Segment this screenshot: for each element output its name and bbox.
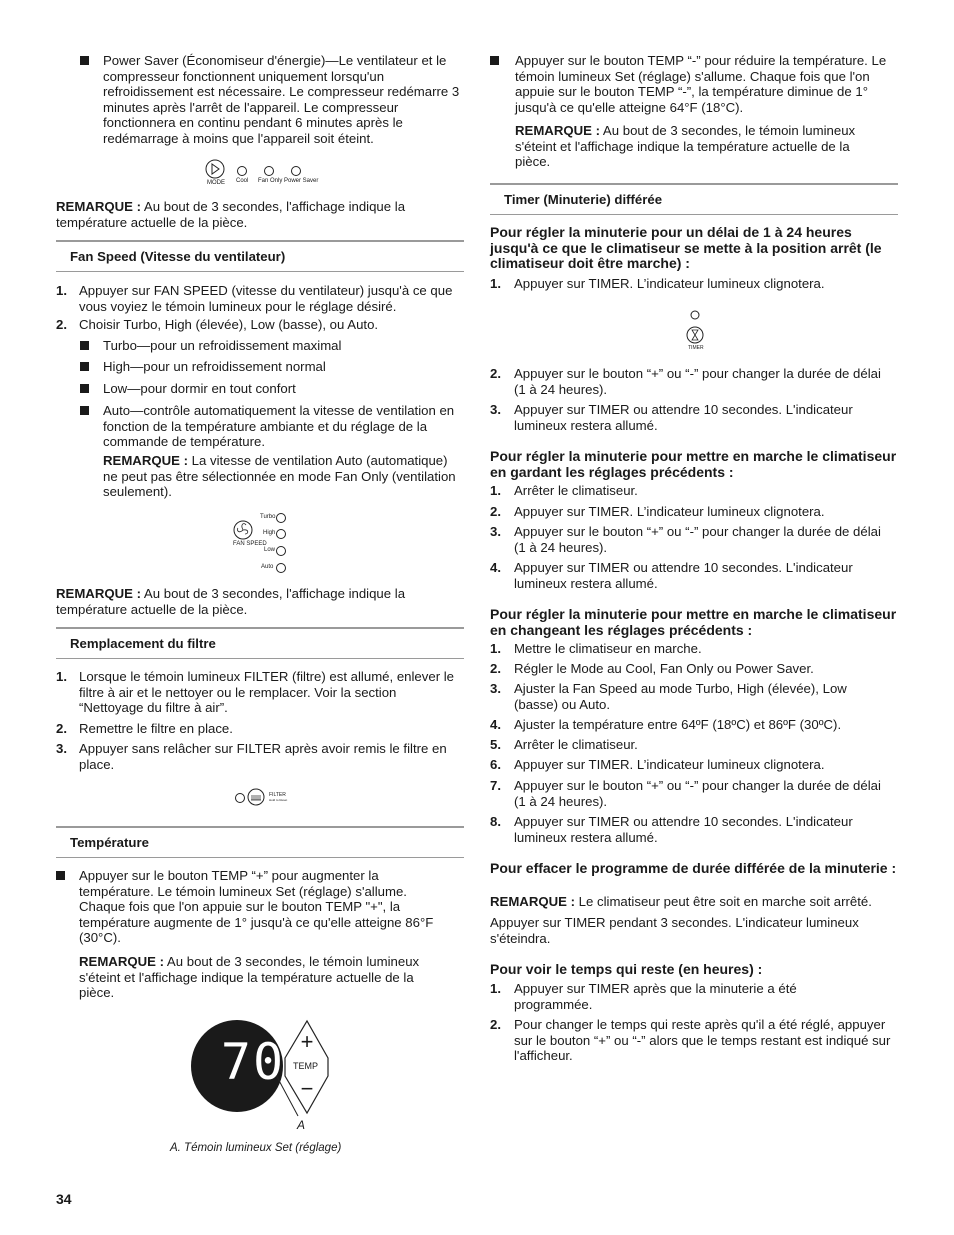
temp-plus-label: +: [300, 1029, 314, 1054]
section-timer: [490, 183, 898, 215]
note-text: Au bout de 3 secondes, le témoin lumineux s'éteint et l'affichage indique la température actuelle de la pièce.: [79, 954, 420, 1001]
timer-subheading-2: Pour régler la minuterie pour mettre en marche le climatiseur en gardant les réglages précédents :: [490, 448, 897, 480]
step-number: 1.: [490, 276, 501, 291]
note-text: Au bout de 3 secondes, le témoin lumineux s'éteint et l'affichage indique la température actuelle de la pièce.: [515, 123, 856, 170]
timer2-step-1: [490, 483, 900, 499]
section-filter: [56, 627, 464, 659]
step-number: 1.: [490, 981, 501, 996]
bullet-text: Appuyer sur le bouton TEMP “-” pour réduire la température. Le témoin lumineux Set (réglage) s'allume. Chaque fois que l'on appuie sur le bouton TEMP “-”, la température diminue de 1° jusqu'à ce qu'elle atteigne 64°F (18°C).: [515, 53, 887, 115]
bullet-square: [56, 871, 65, 880]
figure-caption: A. Témoin lumineux Set (réglage): [170, 1142, 342, 1154]
timer3-step-8: [490, 814, 900, 845]
temp-minus-note: [515, 123, 885, 170]
display-value: 70: [220, 1033, 286, 1091]
section-title: Remplacement du filtre: [70, 636, 216, 651]
bullet-square: [80, 362, 89, 371]
step-text: Mettre le climatiseur en marche.: [514, 641, 702, 656]
fan-speed-label: FAN SPEED: [233, 541, 267, 547]
marker-a: A: [297, 1118, 306, 1132]
step-text: Appuyer sur le bouton “+” ou “-” pour changer la durée de délai (1 à 24 heures).: [514, 366, 881, 397]
step-number: 4.: [490, 560, 501, 575]
fan-bullet-auto: [80, 403, 464, 450]
power-saver-label: Power Saver: [284, 178, 319, 184]
note-label: REMARQUE :: [79, 954, 164, 969]
high-label: High: [263, 530, 276, 536]
filter-indicator-icon: [236, 794, 245, 803]
step-text: Ajuster la température entre 64ºF (18ºC) et 86ºF (30ºC).: [514, 717, 842, 732]
step-number: 3.: [490, 402, 501, 417]
mode-button-icon: [206, 160, 224, 178]
timer3-step-3: [490, 681, 900, 712]
step-text: Appuyer sur FAN SPEED (vitesse du ventilateur) jusqu'à ce que vous voyiez le témoin lumineux pour le réglage désiré.: [79, 283, 453, 314]
bullet-square: [80, 56, 89, 65]
timer1-step-3: [490, 402, 900, 433]
fan-bullet-low: [80, 381, 464, 397]
timer4-text: Appuyer sur TIMER pendant 3 secondes. L'indicateur lumineux s'éteindra.: [490, 915, 859, 946]
filter-sub-label: Hold to Reset: [269, 798, 288, 802]
timer1-step-2: [490, 366, 900, 397]
fan-bullet-high: [80, 359, 464, 375]
step-text: Lorsque le témoin lumineux FILTER (filtre) est allumé, enlever le filtre à air et le nettoyer ou le remplacer. Voir la section “Nettoyage du filtre à air”.: [79, 669, 455, 716]
timer-subheading-1: Pour régler la minuterie pour un délai de 1 à 24 heures jusqu'à ce que le climatiseur se mette à la position arrêt (le climatiseur doit être marche) :: [490, 224, 882, 272]
step-number: 7.: [490, 778, 501, 793]
temp-label: TEMP: [293, 1061, 319, 1071]
step-number: 2.: [490, 504, 501, 519]
high-indicator-icon: [277, 530, 286, 539]
note-1: [56, 199, 464, 230]
fan-bullet-turbo: [80, 338, 464, 354]
step-number: 6.: [490, 757, 501, 772]
cool-indicator-icon: [238, 167, 247, 176]
step-text: Remettre le filtre en place.: [79, 721, 233, 736]
bullet-text: Auto—contrôle automatiquement la vitesse de ventilation en fonction de la température ambiante et du réglage de la commande de température.: [103, 403, 455, 450]
step-number: 1.: [490, 483, 501, 498]
timer-subheading-3: Pour régler la minuterie pour mettre en marche le climatiseur en changeant les réglages précédents :: [490, 606, 897, 638]
temp-minus-label: −: [300, 1076, 314, 1101]
filter-label: FILTER: [269, 792, 286, 798]
step-number: 2.: [490, 661, 501, 676]
fan-note: [103, 453, 464, 500]
step-number: 4.: [490, 717, 501, 732]
mode-label: MODE: [207, 180, 225, 186]
timer3-step-7: [490, 778, 900, 809]
section-title: Température: [70, 835, 149, 850]
note-text: Au bout de 3 secondes, l'affichage indique la température actuelle de la pièce.: [56, 586, 406, 617]
auto-indicator-icon: [277, 564, 286, 573]
step-number: 2.: [56, 721, 67, 736]
note-label: REMARQUE :: [490, 894, 575, 909]
step-text: Appuyer sur TIMER. L’indicateur lumineux clignotera.: [514, 276, 825, 291]
turbo-indicator-icon: [277, 514, 286, 523]
note-text: Le climatiseur peut être soit en marche soit arrêté.: [575, 894, 872, 909]
timer2-step-3: [490, 524, 900, 555]
step-text: Appuyer sur le bouton “+” ou “-” pour changer la durée de délai (1 à 24 heures).: [514, 778, 881, 809]
bullet-square: [490, 56, 499, 65]
fan-step-2: [56, 317, 464, 333]
timer4-note: [490, 894, 905, 910]
note-text: La vitesse de ventilation Auto (automatique) ne peut pas être sélectionnée en mode Fan Only (ventilation seulement).: [103, 453, 456, 500]
section-title: Timer (Minuterie) différée: [504, 192, 663, 207]
page-number: 34: [56, 1191, 72, 1207]
timer-label: TIMER: [688, 345, 704, 351]
bullet-square: [80, 341, 89, 350]
step-text: Choisir Turbo, High (élevée), Low (basse), ou Auto.: [79, 317, 379, 332]
bullet-square: [80, 406, 89, 415]
step-text: Appuyer sur TIMER ou attendre 10 secondes. L'indicateur lumineux restera allumé.: [514, 560, 853, 591]
bullet-text: Low—pour dormir en tout confort: [103, 381, 296, 396]
timer1-step-1: [490, 276, 900, 292]
timer-panel-illustration: [680, 308, 710, 348]
note-text: Au bout de 3 secondes, l'affichage indique la température actuelle de la pièce.: [56, 199, 406, 230]
timer5-step-2: [490, 1017, 900, 1064]
filter-step-3: [56, 741, 464, 772]
step-number: 2.: [490, 1017, 501, 1032]
low-label: Low: [264, 547, 276, 553]
filter-step-2: [56, 721, 464, 737]
step-number: 2.: [56, 317, 67, 332]
fan-step-1: [56, 283, 464, 314]
step-number: 3.: [490, 681, 501, 696]
step-text: Arrêter le climatiseur.: [514, 737, 638, 752]
bullet-square: [80, 384, 89, 393]
step-number: 3.: [490, 524, 501, 539]
section-title: Fan Speed (Vitesse du ventilateur): [70, 249, 286, 264]
power-saver-bullet: [80, 53, 464, 147]
note-label: REMARQUE :: [103, 453, 188, 468]
cool-label: Cool: [236, 178, 249, 184]
temp-minus-bullet: [490, 53, 900, 115]
power-saver-text: Power Saver (Économiseur d'énergie)—Le ventilateur et le compresseur fonctionnent uniquement lorsqu'un refroidissement est nécessaire. Le compresseur redémarre 3 minutes après l'arrêt de l'appareil. Le compresseur fonctionnera en continu pendant 6 minutes après le redémarrage à moins que l'appareil soit éteint.: [103, 53, 460, 146]
turbo-label: Turbo: [260, 514, 276, 520]
section-temperature: [56, 826, 464, 858]
step-number: 3.: [56, 741, 67, 756]
step-text: Appuyer sur le bouton “+” ou “-” pour changer la durée de délai (1 à 24 heures).: [514, 524, 881, 555]
fan-only-label: Fan Only: [258, 178, 283, 184]
bullet-text: High—pour un refroidissement normal: [103, 359, 326, 374]
note-2: [56, 586, 464, 617]
step-text: Appuyer sur TIMER ou attendre 10 secondes. L'indicateur lumineux restera allumé.: [514, 402, 853, 433]
timer3-step-1: [490, 641, 900, 657]
timer-subheading-4: Pour effacer le programme de durée différée de la minuterie :: [490, 860, 897, 876]
timer2-step-4: [490, 560, 900, 591]
step-text: Appuyer sur TIMER. L’indicateur lumineux clignotera.: [514, 504, 825, 519]
step-number: 1.: [490, 641, 501, 656]
step-number: 1.: [56, 283, 67, 298]
temp-plus-bullet: [56, 868, 464, 946]
step-text: Appuyer sans relâcher sur FILTER après avoir remis le filtre en place.: [79, 741, 447, 772]
auto-label: Auto: [261, 564, 274, 570]
step-text: Appuyer sur TIMER. L’indicateur lumineux clignotera.: [514, 757, 825, 772]
section-fan-speed: [56, 240, 464, 272]
filter-step-1: [56, 669, 464, 716]
temp-plus-note: [79, 954, 451, 1001]
step-number: 2.: [490, 366, 501, 381]
bullet-text: Turbo—pour un refroidissement maximal: [103, 338, 342, 353]
step-text: Régler le Mode au Cool, Fan Only ou Power Saver.: [514, 661, 814, 676]
step-number: 1.: [56, 669, 67, 684]
timer-subheading-5: Pour voir le temps qui reste (en heures) :: [490, 961, 763, 977]
step-text: Ajuster la Fan Speed au mode Turbo, High (élevée), Low (basse) ou Auto.: [514, 681, 847, 712]
timer-indicator-icon: [691, 311, 699, 319]
timer5-step-1: [490, 981, 900, 1012]
step-number: 5.: [490, 737, 501, 752]
timer2-step-2: [490, 504, 900, 520]
step-text: Appuyer sur TIMER ou attendre 10 secondes. L'indicateur lumineux restera allumé.: [514, 814, 853, 845]
note-label: REMARQUE :: [56, 199, 141, 214]
fan-only-indicator-icon: [265, 167, 274, 176]
power-saver-indicator-icon: [292, 167, 301, 176]
note-label: REMARQUE :: [56, 586, 141, 601]
note-label: REMARQUE :: [515, 123, 600, 138]
step-text: Appuyer sur TIMER après que la minuterie a été programmée.: [514, 981, 797, 1012]
bullet-text: Appuyer sur le bouton TEMP “+” pour augmenter la température. Le témoin lumineux Set (réglage) s'allume. Chaque fois que l'on appuie sur le bouton TEMP "+", la température augmente de 1° jusqu'à ce qu'elle atteigne 86°F (30°C).: [79, 868, 434, 946]
timer3-step-5: [490, 737, 900, 753]
step-text: Pour changer le temps qui reste après qu'il a été réglé, appuyer sur le bouton “+” ou “-” alors que le temps restant est indiqué sur l'afficheur.: [514, 1017, 891, 1064]
step-number: 8.: [490, 814, 501, 829]
low-indicator-icon: [277, 547, 286, 556]
timer3-step-6: [490, 757, 900, 773]
timer3-step-4: [490, 717, 900, 733]
step-text: Arrêter le climatiseur.: [514, 483, 638, 498]
timer3-step-2: [490, 661, 900, 677]
